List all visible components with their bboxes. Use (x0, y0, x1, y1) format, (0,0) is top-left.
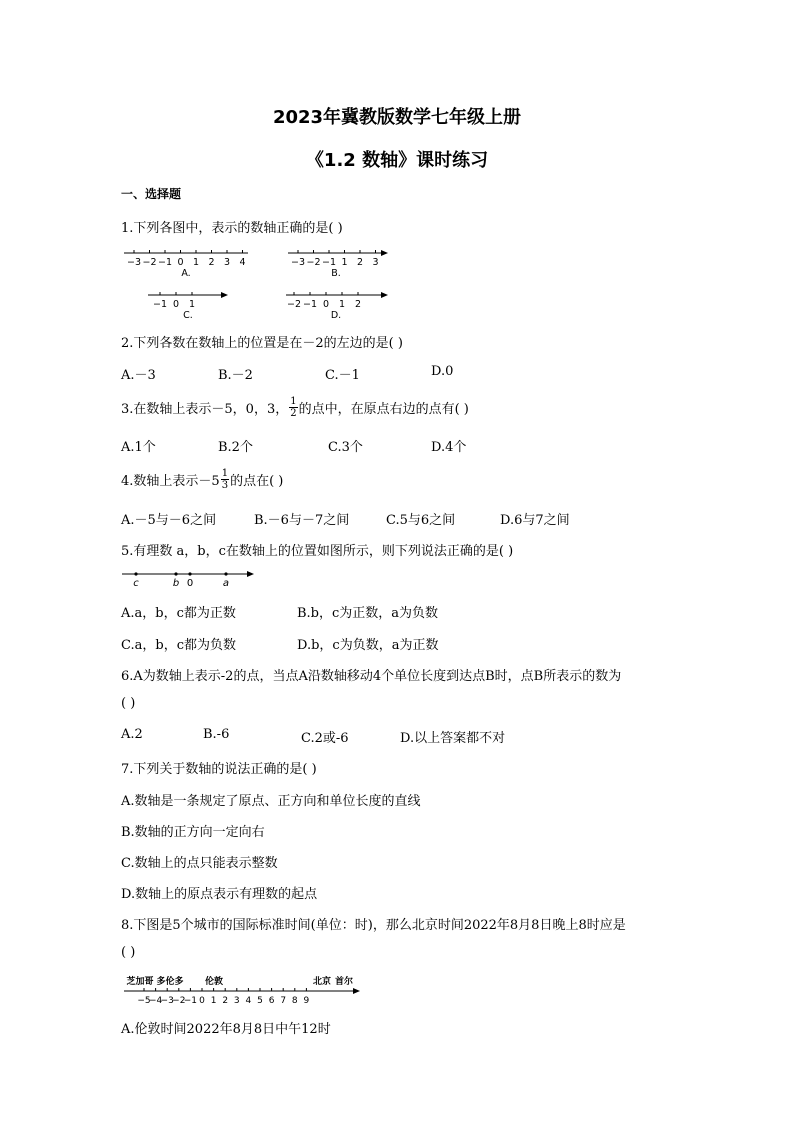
q8-tick-label: 8 (291, 996, 298, 1006)
question-5-option-c: C.a，b，c都为负数 (121, 638, 236, 653)
question-4-option-b: B.－6与－7之间 (254, 513, 350, 528)
q8-tick-label: 0 (199, 996, 205, 1006)
line-c-tick-label: 1 (188, 299, 196, 310)
line-a-caption: A. (181, 268, 191, 279)
question-2-stem: 2.下列各数在数轴上的位置是在－2的左边的是( ) (121, 336, 403, 351)
line-d-tick-label: −1 (302, 299, 318, 310)
fraction-denominator: 3 (221, 479, 229, 491)
line-b-tick-label: 1 (341, 257, 348, 268)
question-6-option-a: A.2 (121, 727, 143, 742)
question-2-option-d: D.0 (431, 364, 454, 379)
question-5-stem: 5.有理数 a，b，c在数轴上的位置如图所示，则下列说法正确的是( ) (121, 544, 514, 559)
line-b-tick-label: −2 (306, 257, 321, 268)
line-a-tick-label: 4 (239, 257, 246, 268)
q5-point (224, 572, 227, 575)
q8-city-label: 首尔 (334, 977, 354, 987)
line-a-tick-label: −1 (157, 257, 173, 268)
q8-tick-label: 2 (222, 996, 229, 1006)
question-7-stem: 7.下列关于数轴的说法正确的是( ) (121, 762, 317, 777)
q8-tick-label: −4 (148, 996, 163, 1006)
q8-city-label: 芝加哥 (126, 977, 154, 987)
fraction-denominator: 2 (290, 407, 297, 419)
question-2-option-b: B.－2 (218, 368, 253, 383)
question-3-option-c: C.3个 (328, 440, 363, 455)
question-3-stem (121, 391, 469, 423)
line-a-tick-label: 0 (177, 257, 184, 268)
question-1-stem: 1.下列各图中，表示的数轴正确的是( ) (121, 221, 343, 236)
q8-tick-label: −5 (137, 996, 151, 1006)
question-5-option-a: A.a，b，c都为正数 (121, 606, 236, 621)
line-a-tick-label: 3 (223, 257, 231, 268)
line-d-tick-label: 1 (338, 299, 346, 310)
question-2-option-c: C.－1 (325, 368, 360, 383)
question-3-stem-post: 的点中，在原点右边的点有( ) (298, 401, 469, 417)
q8-tick-label: 4 (245, 996, 252, 1006)
line-d-caption: D. (330, 310, 342, 321)
question-7-option-c: C.数轴上的点只能表示整数 (121, 856, 278, 871)
line-b-caption: B. (331, 268, 341, 279)
q5-point (134, 572, 137, 575)
question-4-option-c: C.5与6之间 (386, 513, 456, 528)
line-d-tick-label: 2 (354, 299, 362, 310)
q5-point-label: c (133, 578, 139, 589)
q5-point-label: 0 (186, 578, 194, 589)
q8-tick-label: −3 (160, 996, 174, 1006)
line-b-tick-label: 3 (372, 257, 379, 268)
line-b-tick-label: −3 (290, 257, 306, 268)
question-8-stem-line2: ( ) (121, 945, 136, 960)
fraction-one-half (289, 396, 297, 419)
q8-city-label: 北京 (312, 977, 332, 987)
fraction-one-third (221, 468, 229, 491)
fraction-numerator: 1 (221, 467, 229, 479)
question-8-stem-line1: 8.下图是5个城市的国际标准时间(单位：时)，那么北京时间2022年8月8日晚上8时应是 (121, 918, 626, 933)
line-c-arrow (221, 292, 228, 298)
question-3-option-a: A.1个 (121, 440, 156, 455)
question-2-option-a: A.－3 (121, 368, 156, 383)
line-b-tick-label: −1 (321, 257, 337, 268)
question-1-figure (118, 241, 398, 321)
question-6-stem-line2: ( ) (121, 696, 136, 711)
question-5-figure (118, 566, 258, 590)
line-c-tick-label: 0 (172, 299, 180, 310)
question-4-option-a: A.－5与－6之间 (121, 513, 217, 528)
doc-title-line1: 2023年冀教版数学七年级上册 (272, 107, 522, 128)
fraction-numerator: 1 (290, 395, 297, 407)
q8-tick-label: 5 (257, 996, 263, 1006)
question-7-option-a: A.数轴是一条规定了原点、正方向和单位长度的直线 (121, 794, 421, 809)
question-6-option-d: D.以上答案都不对 (400, 731, 506, 746)
q8-tick-label: −2 (172, 996, 186, 1006)
number-line-b (288, 250, 388, 279)
question-6-option-c: C.2或-6 (301, 731, 349, 746)
line-b-tick-label: 2 (356, 257, 364, 268)
question-4-stem-post: 的点在( ) (230, 473, 284, 489)
q8-tick-label: −1 (183, 996, 198, 1006)
q5-point (174, 572, 177, 575)
line-a-tick-label: −3 (126, 257, 142, 268)
question-8-figure (118, 972, 368, 1008)
q8-tick-label: 1 (210, 996, 217, 1006)
line-d-arrow (381, 292, 388, 298)
question-4-option-d: D.6与7之间 (500, 513, 570, 528)
question-7-option-b: B.数轴的正方向一定向右 (121, 825, 265, 840)
q5-point (188, 572, 191, 575)
line-d-tick-label: −2 (286, 299, 302, 310)
line-a-tick-label: 2 (208, 257, 215, 268)
line-a-tick-label: 1 (192, 257, 200, 268)
line-c-caption: C. (183, 310, 193, 321)
question-5-option-b: B.b，c为正数，a为负数 (297, 606, 439, 621)
question-3-option-b: B.2个 (218, 440, 253, 455)
q8-tick-label: 3 (233, 996, 240, 1006)
q8-tick-label: 7 (280, 996, 287, 1006)
q5-point-label: b (172, 578, 180, 589)
section-heading: 一、选择题 (121, 187, 182, 201)
line-b-arrow (381, 250, 388, 256)
q8-tick-label: 6 (268, 996, 275, 1006)
number-line-c (148, 292, 228, 321)
line-a-tick-label: −2 (142, 257, 157, 268)
line-c-tick-label: −1 (152, 299, 168, 310)
question-6-option-b: B.-6 (203, 727, 230, 742)
doc-title-line2: 《1.2 数轴》课时练习 (305, 150, 489, 171)
question-8-option-a: A.伦敦时间2022年8月8日中午12时 (121, 1022, 331, 1037)
question-5-option-d: D.b，c为负数，a为正数 (297, 638, 439, 653)
question-6-stem-line1: 6.A为数轴上表示-2的点，当点A沿数轴移动4个单位长度到达点B时，点B所表示的数为 (121, 669, 622, 684)
question-7-option-d: D.数轴上的原点表示有理数的起点 (121, 887, 318, 902)
question-3-option-d: D.4个 (431, 440, 467, 455)
question-3-stem-pre: 3.在数轴上表示－5，0，3， (121, 401, 289, 417)
q5-point-label: a (222, 578, 230, 589)
number-line-d (286, 292, 388, 321)
number-line-a (124, 250, 248, 279)
q8-arrow (353, 988, 360, 994)
q8-city-label: 多伦多 (156, 977, 184, 987)
q8-tick-label: 9 (303, 996, 310, 1006)
q5-axis-arrow (247, 571, 254, 577)
line-d-tick-label: 0 (322, 299, 330, 310)
question-4-stem (121, 463, 283, 495)
q8-city-label: 伦敦 (204, 977, 224, 987)
question-4-stem-pre: 4.数轴上表示－5 (121, 473, 220, 489)
